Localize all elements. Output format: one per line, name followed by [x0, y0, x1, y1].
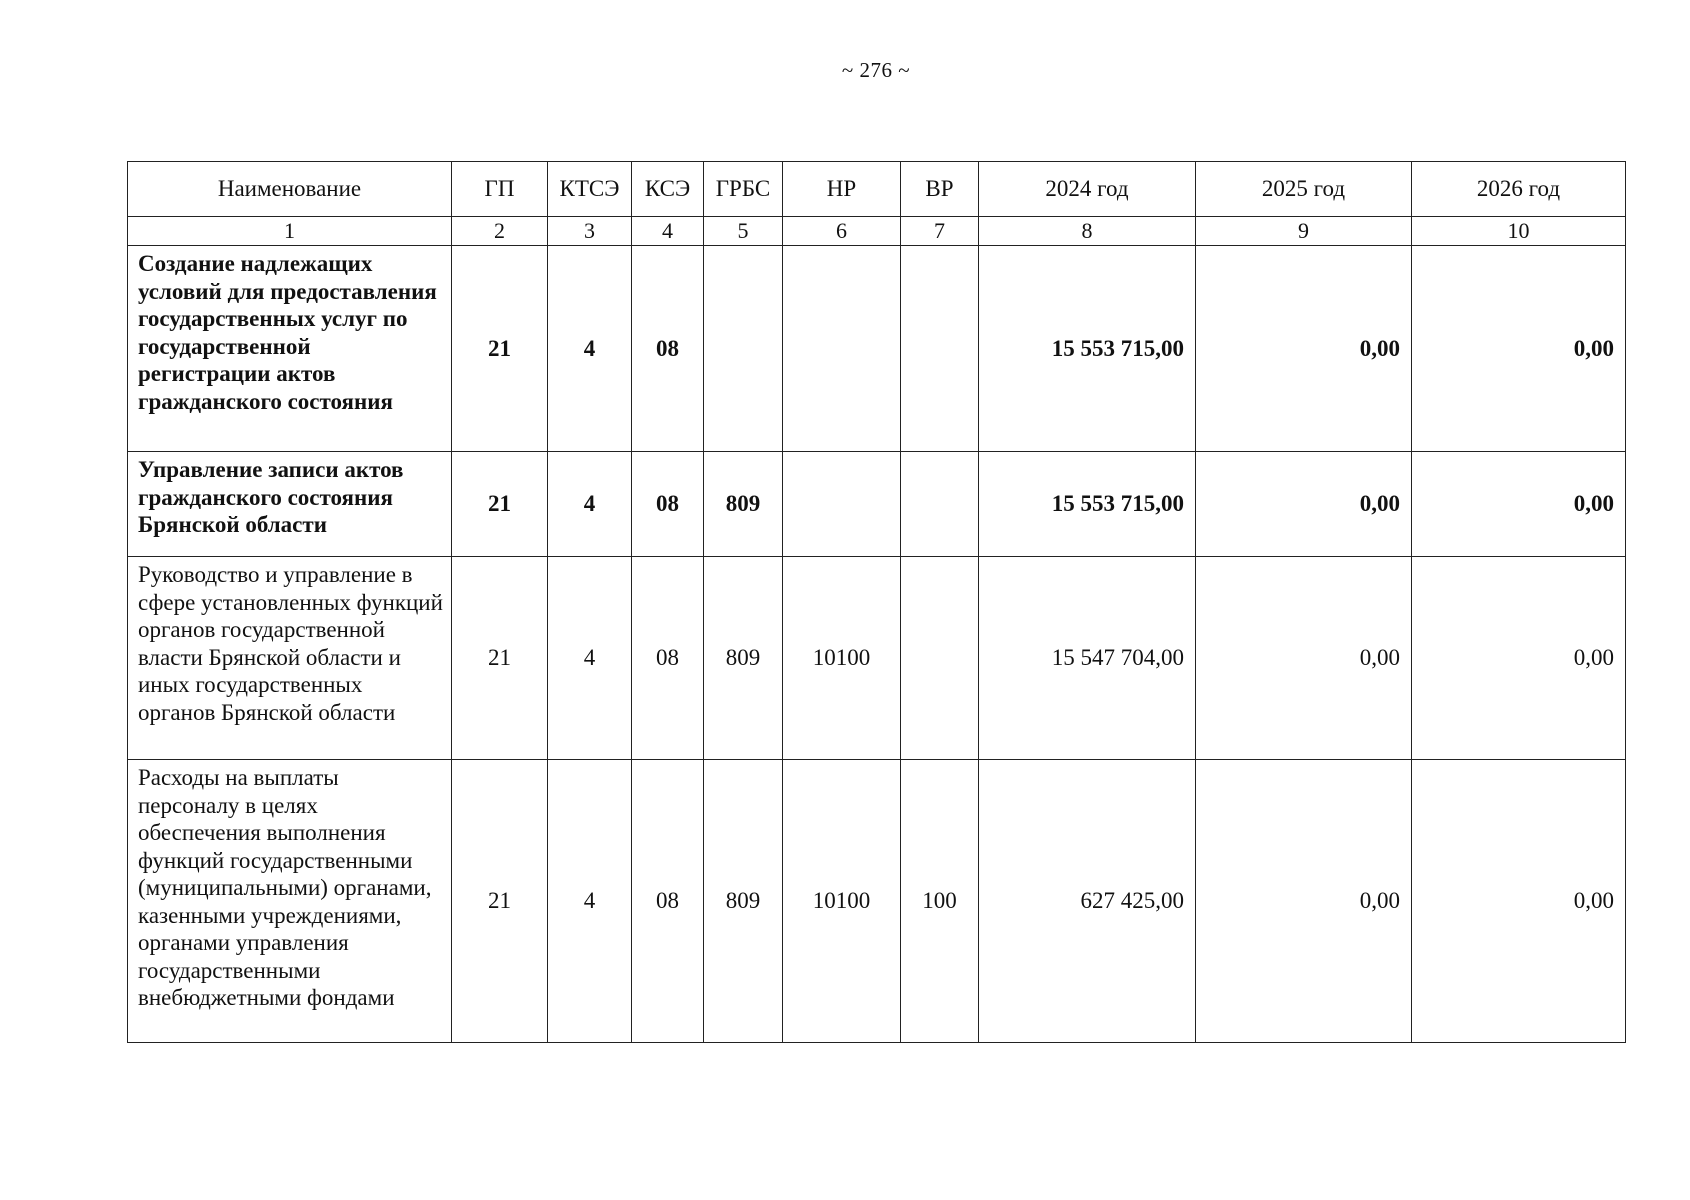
row-2024-amount: 15 553 715,00: [979, 246, 1196, 452]
row-nr: 10100: [783, 557, 901, 760]
column-number: 9: [1196, 217, 1412, 246]
row-2026-amount: 0,00: [1412, 452, 1626, 557]
column-number: 2: [452, 217, 548, 246]
column-number: 3: [548, 217, 632, 246]
row-grbs: 809: [704, 452, 783, 557]
row-gp: 21: [452, 246, 548, 452]
column-number: 4: [632, 217, 704, 246]
row-ktse: 4: [548, 557, 632, 760]
row-grbs: 809: [704, 760, 783, 1043]
column-number: 1: [128, 217, 452, 246]
row-gp: 21: [452, 760, 548, 1043]
row-nr: 10100: [783, 760, 901, 1043]
row-vr: 100: [901, 760, 979, 1043]
column-number: 10: [1412, 217, 1626, 246]
header-nr: НР: [783, 162, 901, 217]
row-gp: 21: [452, 452, 548, 557]
header-2026: 2026 год: [1412, 162, 1626, 217]
header-kse: КСЭ: [632, 162, 704, 217]
row-vr: [901, 246, 979, 452]
row-nr: [783, 452, 901, 557]
row-grbs: [704, 246, 783, 452]
header-ktse: КТСЭ: [548, 162, 632, 217]
table-row: [128, 760, 1626, 1043]
column-number-row: [128, 217, 1626, 246]
row-kse: 08: [632, 452, 704, 557]
row-ktse: 4: [548, 760, 632, 1043]
header-vr: ВР: [901, 162, 979, 217]
table-row: [128, 246, 1626, 452]
row-2024-amount: 15 553 715,00: [979, 452, 1196, 557]
row-grbs: 809: [704, 557, 783, 760]
row-name: Расходы на выплаты персоналу в целях обеспечения выполнения функций государственными (муниципальными) органами, казенными учреждениями, органами управления государственными внебюджетными фондами: [128, 760, 452, 1043]
row-2024-amount: 627 425,00: [979, 760, 1196, 1043]
row-2026-amount: 0,00: [1412, 246, 1626, 452]
page-number: ~ 276 ~: [841, 58, 911, 82]
row-name: Руководство и управление в сфере установленных функций органов государственной власти Брянской области и иных государственных органов Брянской области: [128, 557, 452, 760]
row-2025-amount: 0,00: [1196, 557, 1412, 760]
row-2026-amount: 0,00: [1412, 557, 1626, 760]
row-name: Управление записи актов гражданского состояния Брянской области: [128, 452, 452, 557]
row-kse: 08: [632, 557, 704, 760]
row-vr: [901, 452, 979, 557]
column-number: 6: [783, 217, 901, 246]
row-kse: 08: [632, 246, 704, 452]
table-row: [128, 557, 1626, 760]
row-2025-amount: 0,00: [1196, 452, 1412, 557]
table-row: [128, 452, 1626, 557]
row-2025-amount: 0,00: [1196, 246, 1412, 452]
row-2025-amount: 0,00: [1196, 760, 1412, 1043]
row-kse: 08: [632, 760, 704, 1043]
row-ktse: 4: [548, 246, 632, 452]
header-2024: 2024 год: [979, 162, 1196, 217]
header-gp: ГП: [452, 162, 548, 217]
header-row: [128, 162, 1626, 217]
row-2026-amount: 0,00: [1412, 760, 1626, 1043]
header-name: Наименование: [128, 162, 452, 217]
row-nr: [783, 246, 901, 452]
column-number: 5: [704, 217, 783, 246]
row-vr: [901, 557, 979, 760]
row-name: Создание надлежащих условий для предоставления государственных услуг по государственной регистрации актов гражданского состояния: [128, 246, 452, 452]
header-grbs: ГРБС: [704, 162, 783, 217]
row-gp: 21: [452, 557, 548, 760]
header-2025: 2025 год: [1196, 162, 1412, 217]
column-number: 8: [979, 217, 1196, 246]
budget-table: [127, 161, 1626, 1043]
row-2024-amount: 15 547 704,00: [979, 557, 1196, 760]
column-number: 7: [901, 217, 979, 246]
row-ktse: 4: [548, 452, 632, 557]
